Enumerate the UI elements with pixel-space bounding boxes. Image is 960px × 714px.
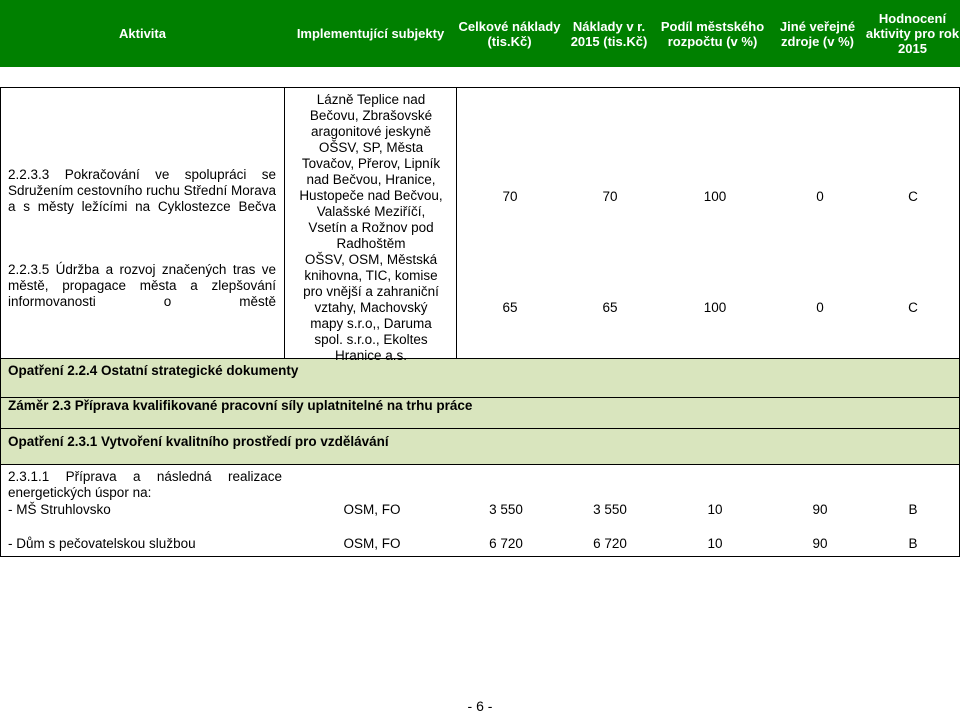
sub-activity-ms-struhlovsko: - MŠ Struhlovsko xyxy=(8,502,111,517)
hodnoceni-value: C xyxy=(908,300,918,315)
subject-line: Lázně Teplice nad xyxy=(316,92,426,107)
jine-zdroje-value: 0 xyxy=(816,300,824,315)
subject-line: Radhoštěm xyxy=(336,236,406,251)
activity-2233: 2.2.3.3 Pokračování ve spolupráci se Sdružením cestovního ruchu Střední Morava a s městy ležícími na Cyklostezce Bečva xyxy=(8,167,276,214)
header-celkove-naklady: Celkové náklady (tis.Kč) xyxy=(458,18,561,49)
sub-jine-value: 90 xyxy=(812,536,828,551)
subject-line: Bečovu, Zbrašovské xyxy=(309,108,433,123)
subject-line: Hranice a.s. xyxy=(334,348,408,363)
subject-line: OŠSV, OSM, Městská xyxy=(304,252,438,267)
header-implementujici-subjekty: Implementující subjekty xyxy=(296,26,445,41)
naklady-2015-value: 65 xyxy=(602,300,618,315)
implementing-subjects-cell xyxy=(290,92,452,364)
subject-line: pro vnější a zahraniční xyxy=(303,284,439,299)
hodnoceni-value: C xyxy=(908,189,918,204)
sub-hodnoceni-value: B xyxy=(908,502,918,517)
sub-naklady-value: 6 720 xyxy=(593,536,627,551)
header-naklady-2015: Náklady v r. 2015 (tis.Kč) xyxy=(570,18,648,49)
subject-line: OŠSV, SP, Města xyxy=(318,140,424,155)
sub-activity-dum-s-pecovatelskou-sluzbou: - Dům s pečovatelskou službou xyxy=(8,536,196,551)
subject-line: spol. s.r.o., Ekoltes xyxy=(314,332,428,347)
header-aktivita: Aktivita xyxy=(119,26,166,41)
row-divider xyxy=(0,358,960,359)
col-divider xyxy=(0,87,1,557)
sub-subjekty-value: OSM, FO xyxy=(343,502,401,517)
activity-2311-line2: energetických úspor na: xyxy=(8,485,152,500)
sub-jine-value: 90 xyxy=(812,502,828,517)
opatreni-224-heading: Opatření 2.2.4 Ostatní strategické dokumenty xyxy=(8,363,299,378)
sub-podil-value: 10 xyxy=(707,502,723,517)
subject-line: mapy s.r.o,, Daruma xyxy=(310,316,432,331)
subject-line: aragonitové jeskyně xyxy=(310,124,432,139)
col-divider xyxy=(284,87,285,359)
subject-line: Hustopeče nad Bečvou, xyxy=(299,188,443,203)
activity-2311-line1: 2.3.1.1 Příprava a následná realizace xyxy=(8,469,282,484)
celkove-naklady-value: 70 xyxy=(502,189,518,204)
sub-celkove-value: 6 720 xyxy=(489,536,523,551)
row-divider xyxy=(0,87,960,88)
row-divider xyxy=(0,428,960,429)
sub-naklady-value: 3 550 xyxy=(593,502,627,517)
header-podil-mestskeho-rozpoctu: Podíl městského rozpočtu (v %) xyxy=(660,18,765,49)
sub-celkove-value: 3 550 xyxy=(489,502,523,517)
col-divider xyxy=(456,87,457,359)
header-hodnoceni: Hodnocení aktivity pro rok 2015 xyxy=(865,11,960,56)
subject-line: nad Bečvou, Hranice, xyxy=(306,172,436,187)
opatreni-231-heading: Opatření 2.3.1 Vytvoření kvalitního prostředí pro vzdělávání xyxy=(8,434,389,449)
row-divider xyxy=(0,464,960,465)
subject-line: knihovna, TIC, komise xyxy=(304,268,438,283)
activity-2235: 2.2.3.5 Údržba a rozvoj značených tras ve městě, propagace města a zlepšování informovanosti o městě xyxy=(8,262,276,309)
subject-line: Valašské Meziříčí, xyxy=(316,204,426,219)
celkove-naklady-value: 65 xyxy=(502,300,518,315)
table-header xyxy=(0,0,960,67)
naklady-2015-value: 70 xyxy=(602,189,618,204)
sub-hodnoceni-value: B xyxy=(908,536,918,551)
header-jine-verejne-zdroje: Jiné veřejné zdroje (v %) xyxy=(779,18,856,49)
sub-podil-value: 10 xyxy=(707,536,723,551)
podil-value: 100 xyxy=(703,300,727,315)
row-divider xyxy=(0,556,960,557)
jine-zdroje-value: 0 xyxy=(816,189,824,204)
podil-value: 100 xyxy=(703,189,727,204)
page-number: - 6 - xyxy=(467,698,493,714)
sub-subjekty-value: OSM, FO xyxy=(343,536,401,551)
subject-line: vztahy, Machovský xyxy=(314,300,428,315)
zamer-23-heading: Záměr 2.3 Příprava kvalifikované pracovní síly uplatnitelné na trhu práce xyxy=(8,398,473,413)
subject-line: Vsetín a Rožnov pod xyxy=(308,220,434,235)
subject-line: Tovačov, Přerov, Lipník xyxy=(301,156,441,171)
